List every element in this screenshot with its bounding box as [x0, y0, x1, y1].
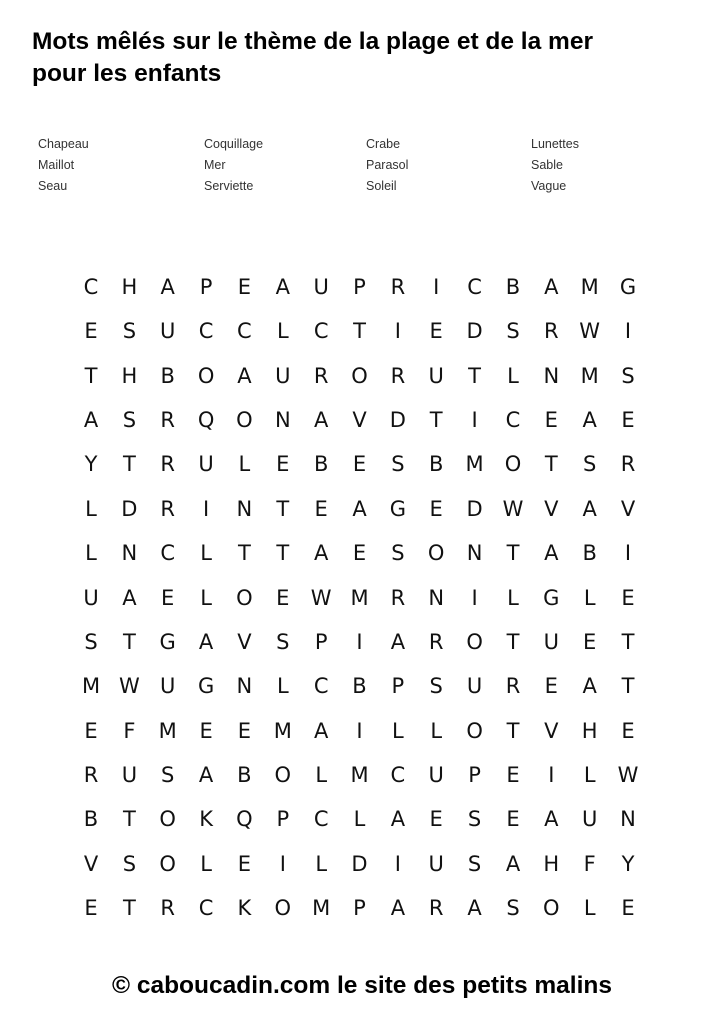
grid-letter: E: [276, 452, 290, 477]
grid-letter: U: [275, 363, 291, 388]
grid-letter: I: [279, 851, 286, 876]
grid-letter: A: [198, 763, 214, 787]
grid-letter: U: [198, 452, 214, 477]
grid-letter: T: [506, 541, 520, 566]
grid-letter: U: [466, 674, 483, 699]
word-list-item: Coquillage: [204, 137, 264, 151]
title-line-2: pour les enfants: [32, 60, 222, 87]
grid-letter: O: [351, 363, 368, 388]
grid-letter: U: [428, 851, 444, 876]
grid-letter: S: [429, 674, 443, 699]
grid-letter: A: [467, 896, 482, 920]
grid-letter: C: [160, 541, 176, 566]
grid-letter: O: [236, 585, 253, 610]
word-list-item: Chapeau: [38, 137, 89, 151]
grid-letter: I: [394, 851, 401, 876]
grid-letter: U: [428, 763, 444, 787]
grid-letter: G: [159, 629, 176, 654]
grid-letter: T: [353, 319, 366, 344]
grid-letter: R: [390, 585, 406, 610]
grid-letter: M: [580, 363, 599, 388]
grid-letter: I: [624, 541, 632, 566]
grid-letter: E: [621, 896, 635, 920]
grid-letter: C: [313, 807, 329, 832]
grid-letter: L: [507, 585, 519, 610]
grid-letter: V: [237, 629, 252, 654]
word-list-item: Vague: [531, 179, 567, 193]
grid-letter: C: [198, 896, 214, 920]
grid-letter: C: [313, 674, 329, 699]
grid-letter: E: [352, 452, 367, 477]
grid-letter: R: [160, 408, 175, 433]
grid-letter: T: [621, 629, 635, 654]
grid-letter: A: [122, 585, 137, 610]
grid-letter: L: [200, 541, 212, 566]
grid-letter: A: [314, 408, 329, 433]
grid-letter: E: [161, 585, 175, 610]
grid-letter: C: [467, 275, 482, 299]
grid-letter: A: [390, 807, 406, 832]
grid-letter: R: [620, 452, 636, 477]
grid-letter: L: [583, 585, 596, 610]
grid-letter: L: [85, 541, 97, 566]
grid-letter: B: [582, 541, 597, 566]
grid-letter: D: [351, 851, 368, 876]
grid-letter: R: [390, 275, 406, 299]
grid-letter: T: [237, 541, 251, 566]
grid-letter: T: [122, 452, 136, 477]
grid-letter: A: [83, 408, 99, 433]
grid-letter: E: [199, 718, 213, 743]
grid-letter: W: [502, 496, 524, 521]
grid-letter: O: [466, 629, 483, 654]
grid-letter: B: [83, 807, 99, 832]
grid-letter: N: [121, 541, 138, 566]
grid-letter: A: [237, 363, 252, 388]
grid-letter: R: [160, 452, 175, 477]
grid-letter: M: [158, 718, 177, 743]
grid-letter: N: [274, 408, 291, 433]
grid-letter: L: [583, 896, 596, 920]
grid-letter: A: [275, 275, 290, 299]
grid-letter: P: [353, 896, 366, 920]
grid-letter: Q: [236, 807, 253, 832]
grid-letter: W: [617, 763, 639, 787]
grid-letter: O: [197, 363, 215, 388]
grid-letter: T: [468, 363, 481, 388]
grid-letter: L: [430, 718, 443, 743]
grid-letter: H: [581, 718, 598, 743]
grid-letter: E: [84, 319, 98, 344]
grid-letter: R: [544, 319, 559, 344]
grid-letter: D: [389, 408, 406, 433]
grid-letter: L: [392, 718, 404, 743]
grid-letter: V: [352, 408, 367, 433]
grid-letter: O: [504, 452, 522, 477]
title-line-1: Mots mêlés sur le thème de la plage et de la mer: [32, 28, 593, 55]
word-list-item: Sable: [531, 158, 563, 172]
grid-letter: R: [83, 763, 99, 787]
grid-letter: L: [583, 763, 596, 787]
grid-letter: A: [352, 496, 367, 521]
grid-letter: M: [350, 585, 369, 610]
grid-letter: S: [84, 629, 98, 654]
grid-letter: E: [429, 319, 443, 344]
grid-letter: T: [122, 896, 136, 920]
grid-letter: B: [313, 452, 329, 477]
grid-letter: I: [356, 629, 363, 654]
grid-letter: R: [390, 363, 406, 388]
grid-letter: C: [390, 763, 406, 787]
grid-letter: E: [583, 629, 597, 654]
grid-letter: U: [428, 363, 444, 388]
grid-letter: T: [506, 629, 520, 654]
grid-letter: W: [579, 319, 601, 344]
grid-letter: B: [160, 363, 175, 388]
grid-letter: C: [237, 319, 252, 344]
grid-letter: L: [200, 851, 212, 876]
grid-letter: E: [544, 408, 558, 433]
grid-letter: O: [466, 718, 483, 743]
grid-letter: U: [582, 807, 598, 832]
grid-letter: N: [236, 496, 253, 521]
grid-letter: U: [160, 674, 176, 699]
word-list-item: Seau: [38, 179, 68, 193]
grid-letter: P: [391, 674, 405, 699]
grid-letter: S: [506, 319, 520, 344]
grid-letter: A: [390, 629, 406, 654]
grid-letter: B: [352, 674, 367, 699]
grid-letter: C: [198, 319, 214, 344]
grid-letter: R: [428, 629, 444, 654]
grid-letter: H: [121, 275, 138, 299]
grid-letter: T: [276, 541, 290, 566]
grid-letter: I: [471, 408, 478, 433]
grid-letter: L: [238, 452, 251, 477]
grid-letter: F: [123, 718, 136, 743]
grid-letter: K: [199, 807, 213, 832]
grid-letter: V: [544, 496, 559, 521]
grid-letter: S: [122, 851, 137, 876]
footer-credit: © caboucadin.com le site des petits malins: [111, 972, 613, 999]
grid-letter: K: [237, 896, 252, 920]
grid-letter: Q: [197, 408, 215, 433]
grid-letter: T: [276, 496, 290, 521]
grid-letter: A: [544, 807, 559, 832]
grid-letter: S: [506, 896, 520, 920]
grid-letter: L: [276, 674, 289, 699]
word-list-item: Lunettes: [531, 137, 579, 151]
grid-letter: E: [237, 851, 252, 876]
grid-letter: A: [198, 629, 214, 654]
grid-letter: A: [544, 275, 559, 299]
grid-letter: S: [583, 452, 597, 477]
grid-letter: R: [505, 674, 521, 699]
grid-letter: U: [160, 319, 176, 344]
grid-letter: V: [544, 718, 559, 743]
grid-letter: B: [237, 763, 252, 787]
grid-letter: N: [620, 807, 636, 832]
grid-letter: T: [506, 718, 520, 743]
grid-letter: C: [505, 408, 521, 433]
grid-letter: F: [583, 851, 596, 876]
grid-letter: O: [274, 763, 292, 787]
grid-letter: V: [83, 851, 99, 876]
grid-letter: E: [429, 807, 443, 832]
grid-letter: A: [160, 275, 175, 299]
grid-letter: T: [84, 363, 98, 388]
grid-letter: R: [313, 363, 329, 388]
grid-letter: S: [467, 807, 482, 832]
grid-letter: A: [314, 718, 329, 743]
grid-letter: E: [84, 718, 98, 743]
grid-letter: P: [314, 629, 328, 654]
grid-letter: C: [83, 275, 99, 299]
grid-letter: G: [197, 674, 215, 699]
grid-letter: E: [276, 585, 290, 610]
grid-letter: M: [273, 718, 292, 743]
grid-letter: C: [313, 319, 329, 344]
grid-letter: I: [433, 275, 440, 299]
grid-letter: A: [544, 541, 559, 566]
grid-letter: V: [620, 496, 636, 521]
grid-letter: R: [160, 896, 175, 920]
grid-letter: D: [466, 496, 483, 521]
grid-letter: P: [276, 807, 290, 832]
grid-letter: G: [619, 275, 637, 299]
grid-letter: H: [121, 363, 138, 388]
grid-letter: T: [429, 408, 443, 433]
grid-letter: M: [312, 896, 331, 920]
grid-letter: S: [161, 763, 175, 787]
grid-letter: L: [353, 807, 366, 832]
grid-letter: S: [467, 851, 482, 876]
word-list-item: Crabe: [366, 137, 401, 151]
grid-letter: M: [81, 674, 101, 699]
grid-letter: S: [621, 363, 635, 388]
grid-letter: L: [276, 319, 289, 344]
word-list-item: Mer: [204, 158, 226, 172]
grid-letter: P: [199, 275, 213, 299]
grid-letter: A: [582, 408, 597, 433]
grid-letter: E: [621, 718, 635, 743]
grid-letter: O: [159, 807, 176, 832]
grid-letter: O: [159, 851, 176, 876]
grid-letter: E: [237, 275, 252, 299]
grid-letter: T: [544, 452, 558, 477]
grid-letter: S: [391, 452, 405, 477]
grid-letter: L: [85, 496, 97, 521]
grid-letter: O: [274, 896, 292, 920]
grid-letter: A: [390, 896, 406, 920]
grid-letter: E: [352, 541, 367, 566]
grid-letter: I: [356, 718, 363, 743]
grid-letter: U: [121, 763, 138, 787]
grid-letter: S: [122, 408, 137, 433]
grid-letter: L: [315, 763, 328, 787]
grid-letter: S: [122, 319, 137, 344]
grid-letter: M: [580, 275, 599, 299]
grid-letter: H: [543, 851, 560, 876]
grid-letter: E: [506, 807, 520, 832]
grid-letter: E: [429, 496, 443, 521]
grid-letter: E: [84, 896, 98, 920]
grid-letter: N: [543, 363, 560, 388]
grid-letter: I: [471, 585, 478, 610]
grid-letter: I: [394, 319, 401, 344]
grid-letter: A: [314, 541, 329, 566]
grid-letter: E: [544, 674, 558, 699]
word-list-item: Serviette: [204, 179, 254, 193]
grid-letter: I: [548, 763, 555, 787]
grid-letter: R: [160, 496, 175, 521]
grid-letter: U: [83, 585, 99, 610]
grid-letter: I: [202, 496, 210, 521]
grid-letter: E: [237, 718, 252, 743]
grid-letter: W: [310, 585, 332, 610]
grid-letter: P: [468, 763, 481, 787]
grid-letter: L: [200, 585, 212, 610]
grid-letter: T: [122, 807, 136, 832]
word-list-item: Maillot: [38, 158, 75, 172]
grid-letter: L: [315, 851, 328, 876]
grid-letter: U: [313, 275, 329, 299]
grid-letter: G: [389, 496, 407, 521]
grid-letter: B: [505, 275, 521, 299]
grid-letter: M: [465, 452, 484, 477]
grid-letter: Y: [84, 452, 98, 477]
grid-letter: A: [505, 851, 521, 876]
grid-letter: N: [236, 674, 253, 699]
grid-letter: O: [236, 408, 253, 433]
grid-letter: N: [466, 541, 483, 566]
grid-letter: O: [543, 896, 560, 920]
grid-letter: S: [391, 541, 405, 566]
grid-letter: D: [466, 319, 483, 344]
grid-letter: E: [506, 763, 520, 787]
grid-letter: D: [121, 496, 138, 521]
grid-letter: N: [428, 585, 445, 610]
word-list-item: Parasol: [366, 158, 409, 172]
grid-letter: B: [428, 452, 444, 477]
grid-letter: E: [621, 585, 635, 610]
grid-letter: P: [353, 275, 366, 299]
grid-letter: A: [582, 496, 597, 521]
grid-letter: M: [350, 763, 369, 787]
grid-letter: L: [507, 363, 519, 388]
grid-letter: W: [119, 674, 140, 699]
grid-letter: I: [624, 319, 632, 344]
grid-letter: A: [582, 674, 597, 699]
grid-letter: O: [427, 541, 445, 566]
grid-letter: E: [621, 408, 635, 433]
grid-letter: Y: [621, 851, 635, 876]
grid-letter: R: [428, 896, 444, 920]
grid-letter: T: [122, 629, 136, 654]
grid-letter: U: [543, 629, 559, 654]
grid-letter: G: [543, 585, 560, 610]
grid-letter: E: [314, 496, 328, 521]
word-list-item: Soleil: [366, 179, 397, 193]
grid-letter: S: [276, 629, 290, 654]
grid-letter: T: [621, 674, 635, 699]
